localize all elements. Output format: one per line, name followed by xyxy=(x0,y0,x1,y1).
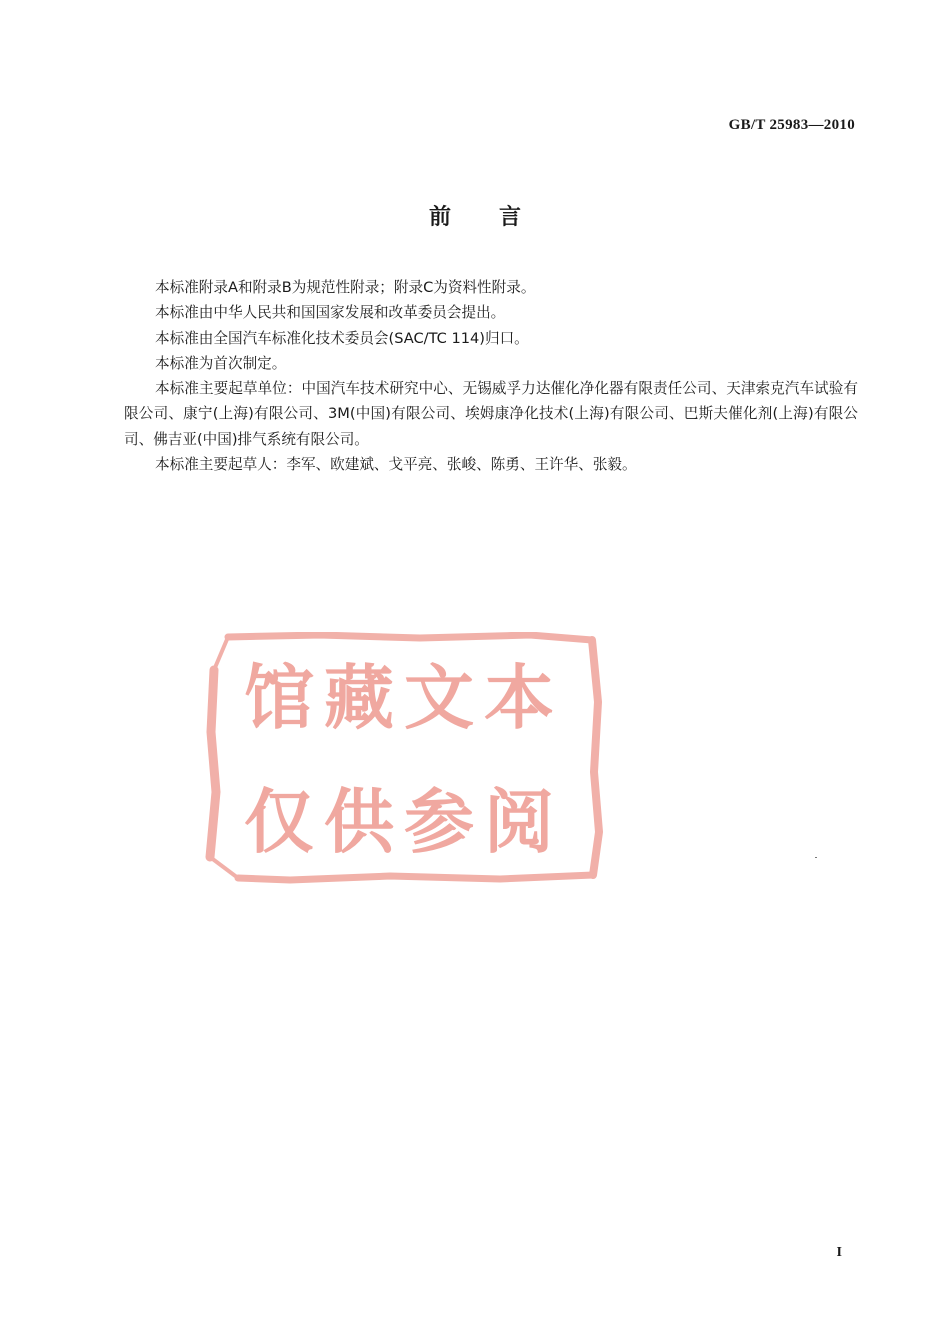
scan-speck xyxy=(815,857,817,858)
paragraph-first-edition: 本标准为首次制定。 xyxy=(155,354,287,372)
stamp-text-line2: 仅供参阅 xyxy=(244,781,564,863)
stamp-graphic xyxy=(200,632,608,887)
paragraph-drafting-units: 本标准主要起草单位：中国汽车技术研究中心、无锡威孚力达催化净化器有限责任公司、天津索克汽车试验有限公司、康宁(上海)有限公司、3M(中国)有限公司、埃姆康净化技术(上海)有限公司、巴斯夫催化剂(上海)有限公司、佛吉亚(中国)排气系统有限公司。 xyxy=(124,380,858,448)
paragraph-drafters: 本标准主要起草人：李军、欧建斌、戈平亮、张峻、陈勇、王许华、张毅。 xyxy=(155,456,637,474)
standard-number: GB/T 25983—2010 xyxy=(728,117,855,133)
stamp-text-line1: 馆藏文本 xyxy=(244,657,564,739)
page-title: 前言 xyxy=(428,205,569,230)
paragraph-annex-note: 本标准附录A和附录B为规范性附录；附录C为资料性附录。 xyxy=(155,279,536,296)
library-stamp xyxy=(200,632,608,887)
page-number: I xyxy=(836,1245,842,1260)
paragraph-proposer: 本标准由中华人民共和国国家发展和改革委员会提出。 xyxy=(155,304,506,322)
body-text xyxy=(124,275,858,477)
paragraph-committee: 本标准由全国汽车标准化技术委员会(SAC/TC 114)归口。 xyxy=(155,329,529,347)
